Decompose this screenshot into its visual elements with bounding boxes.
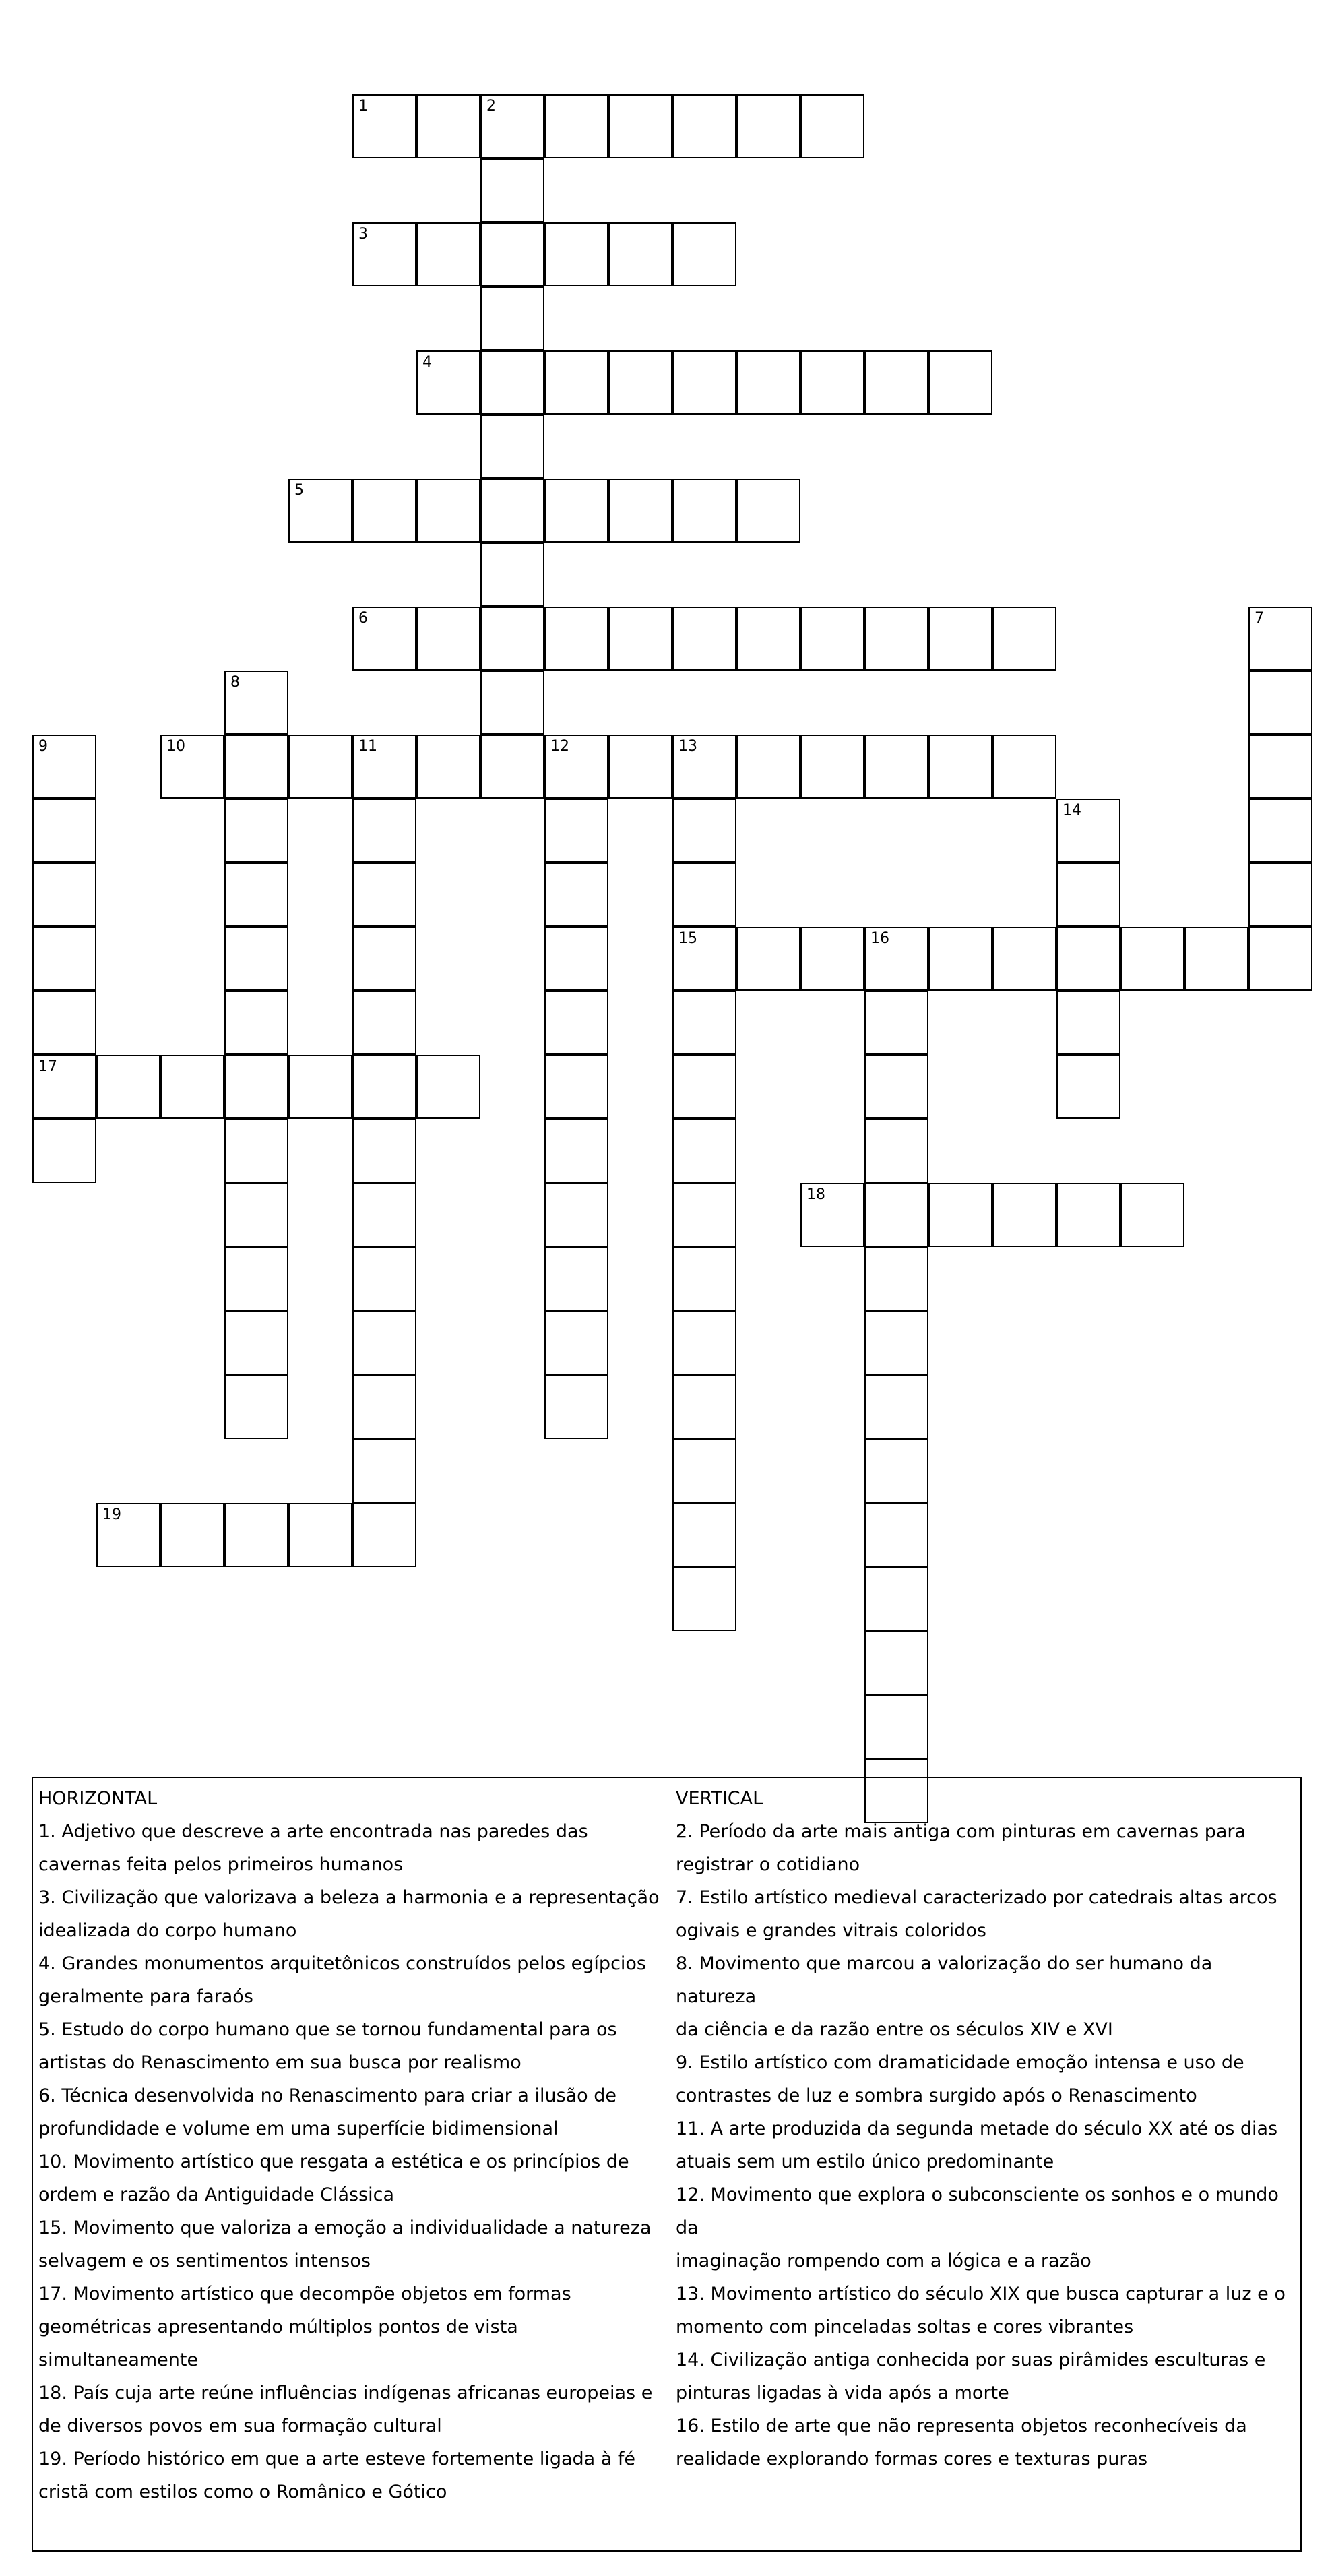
grid-cell[interactable]: [608, 735, 672, 799]
grid-cell[interactable]: [992, 927, 1056, 991]
grid-cell[interactable]: [672, 607, 736, 671]
vertical-clue-line: 12. Movimento que explora o subconsciente os sonhos e o mundo da: [676, 2184, 1279, 2238]
grid-cell[interactable]: [32, 1055, 96, 1119]
clue-number: 5: [294, 482, 304, 499]
grid-cell[interactable]: [608, 94, 672, 158]
grid-cell[interactable]: [864, 735, 928, 799]
grid-cell[interactable]: [160, 1055, 224, 1119]
horizontal-clue-line: 5. Estudo do corpo humano que se tornou fundamental para os: [38, 2019, 617, 2040]
horizontal-header: HORIZONTAL: [38, 1788, 158, 1809]
grid-cell[interactable]: [224, 799, 288, 863]
horizontal-clue-line: 15. Movimento que valoriza a emoção a individualidade a natureza: [38, 2217, 652, 2238]
grid-cell[interactable]: [352, 799, 416, 863]
grid-cell[interactable]: [864, 1183, 928, 1247]
grid-cell[interactable]: [992, 607, 1056, 671]
grid-cell[interactable]: [288, 1055, 352, 1119]
clue-number: 2: [486, 98, 496, 115]
grid-cell[interactable]: [32, 927, 96, 991]
grid-cell[interactable]: [480, 671, 544, 735]
grid-cell[interactable]: [544, 863, 608, 927]
clue-number: 6: [358, 610, 368, 627]
grid-cell[interactable]: [928, 350, 992, 415]
grid-cell[interactable]: [544, 1247, 608, 1311]
clue-number: 9: [38, 738, 48, 755]
vertical-clue-line: pinturas ligadas à vida após a morte: [676, 2383, 1009, 2403]
grid-cell[interactable]: [672, 927, 736, 991]
clue-number: 12: [550, 738, 569, 755]
grid-cell[interactable]: [736, 94, 800, 158]
clue-number: 1: [358, 98, 368, 115]
grid-cell[interactable]: [352, 991, 416, 1055]
grid-cell[interactable]: [800, 927, 864, 991]
grid-cell[interactable]: [928, 927, 992, 991]
grid-cell[interactable]: [352, 1503, 416, 1567]
grid-cell[interactable]: [352, 607, 416, 671]
grid-cell[interactable]: [992, 735, 1056, 799]
grid-cell[interactable]: [1056, 927, 1120, 991]
grid-cell[interactable]: [608, 607, 672, 671]
grid-cell[interactable]: [480, 735, 544, 799]
grid-cell[interactable]: [864, 607, 928, 671]
grid-cell[interactable]: [32, 991, 96, 1055]
grid-cell[interactable]: [32, 1119, 96, 1183]
grid-cell[interactable]: [1184, 927, 1248, 991]
grid-cell[interactable]: [672, 1311, 736, 1375]
grid-cell[interactable]: [96, 1503, 160, 1567]
grid-cell[interactable]: [736, 607, 800, 671]
grid-cell[interactable]: [288, 1503, 352, 1567]
grid-cell[interactable]: [288, 735, 352, 799]
horizontal-clue-line: artistas do Renascimento em sua busca por realismo: [38, 2052, 521, 2073]
grid-cell[interactable]: [864, 991, 928, 1055]
horizontal-clue-line: 3. Civilização que valorizava a beleza a harmonia e a representação: [38, 1887, 660, 1908]
grid-cell[interactable]: [672, 735, 736, 799]
grid-cell[interactable]: [352, 1055, 416, 1119]
grid-cell[interactable]: [224, 863, 288, 927]
vertical-header: VERTICAL: [676, 1788, 763, 1809]
vertical-clue-line: atuais sem um estilo único predominante: [676, 2151, 1054, 2172]
horizontal-clue-line: idealizada do corpo humano: [38, 1920, 297, 1941]
grid-cell[interactable]: [480, 286, 544, 350]
grid-cell[interactable]: [864, 927, 928, 991]
grid-cell[interactable]: [544, 1119, 608, 1183]
horizontal-clue-line: de diversos povos em sua formação cultural: [38, 2416, 442, 2436]
horizontal-clue-line: cristã com estilos como o Românico e Gótico: [38, 2482, 447, 2503]
clue-number: 16: [870, 930, 889, 947]
grid-cell[interactable]: [480, 479, 544, 543]
grid-cell[interactable]: [672, 799, 736, 863]
horizontal-clue-line: selvagem e os sentimentos intensos: [38, 2250, 371, 2271]
grid-cell[interactable]: [480, 158, 544, 222]
grid-cell[interactable]: [608, 350, 672, 415]
grid-cell[interactable]: [1248, 927, 1312, 991]
grid-cell[interactable]: [352, 863, 416, 927]
clue-number: 17: [38, 1058, 57, 1075]
clue-number: 18: [806, 1186, 825, 1203]
grid-cell[interactable]: [480, 222, 544, 286]
grid-cell[interactable]: [352, 735, 416, 799]
grid-cell[interactable]: [864, 350, 928, 415]
horizontal-clue-line: 17. Movimento artístico que decompõe objetos em formas: [38, 2283, 571, 2304]
horizontal-clue-line: simultaneamente: [38, 2350, 199, 2370]
grid-cell[interactable]: [480, 607, 544, 671]
grid-cell[interactable]: [224, 927, 288, 991]
grid-cell[interactable]: [160, 735, 224, 799]
horizontal-clue-line: profundidade e volume em uma superfície bidimensional: [38, 2118, 559, 2139]
vertical-clue-line: 8. Movimento que marcou a valorização do ser humano da natureza: [676, 1953, 1213, 2007]
grid-cell[interactable]: [224, 1183, 288, 1247]
vertical-clue-line: momento com pinceladas soltas e cores vibrantes: [676, 2317, 1134, 2337]
grid-cell[interactable]: [416, 735, 480, 799]
vertical-clues: [676, 1778, 1297, 2476]
grid-cell[interactable]: [672, 1503, 736, 1567]
clue-number: 7: [1255, 610, 1264, 627]
grid-cell[interactable]: [352, 479, 416, 543]
vertical-clue-line: da ciência e da razão entre os séculos XIV e XVI: [676, 2019, 1113, 2040]
grid-cell[interactable]: [416, 607, 480, 671]
vertical-clue-line: 11. A arte produzida da segunda metade do século XX até os dias: [676, 2118, 1278, 2139]
grid-cell[interactable]: [1120, 1183, 1184, 1247]
grid-cell[interactable]: [864, 1695, 928, 1759]
clue-number: 15: [678, 930, 697, 947]
grid-cell[interactable]: [224, 1311, 288, 1375]
grid-cell[interactable]: [224, 671, 288, 735]
vertical-clue-line: 16. Estilo de arte que não representa objetos reconhecíveis da: [676, 2416, 1247, 2436]
grid-cell[interactable]: [1056, 863, 1120, 927]
grid-cell[interactable]: [800, 607, 864, 671]
grid-cell[interactable]: [736, 735, 800, 799]
grid-cell[interactable]: [736, 350, 800, 415]
grid-cell[interactable]: [416, 479, 480, 543]
grid-cell[interactable]: [544, 222, 608, 286]
grid-cell[interactable]: [800, 94, 864, 158]
grid-cell[interactable]: [32, 799, 96, 863]
grid-cell[interactable]: [672, 991, 736, 1055]
grid-cell[interactable]: [352, 1311, 416, 1375]
grid-cell[interactable]: [32, 863, 96, 927]
vertical-clue-line: 13. Movimento artístico do século XIX que busca capturar a luz e o: [676, 2283, 1286, 2304]
grid-cell[interactable]: [544, 927, 608, 991]
grid-cell[interactable]: [352, 1183, 416, 1247]
clue-number: 8: [230, 674, 240, 691]
grid-cell[interactable]: [480, 543, 544, 607]
horizontal-clues: [38, 1778, 672, 2509]
grid-cell[interactable]: [352, 927, 416, 991]
grid-cell[interactable]: [480, 350, 544, 415]
grid-cell[interactable]: [352, 1247, 416, 1311]
horizontal-clue-line: 1. Adjetivo que descreve a arte encontrada nas paredes das: [38, 1821, 588, 1842]
grid-cell[interactable]: [544, 350, 608, 415]
clue-number: 4: [422, 354, 432, 371]
grid-cell[interactable]: [1056, 1055, 1120, 1119]
grid-cell[interactable]: [672, 1247, 736, 1311]
grid-cell[interactable]: [672, 1119, 736, 1183]
grid-cell[interactable]: [864, 1055, 928, 1119]
horizontal-clue-line: geralmente para faraós: [38, 1986, 253, 2007]
grid-cell[interactable]: [672, 1439, 736, 1503]
grid-cell[interactable]: [928, 735, 992, 799]
vertical-clue-line: contrastes de luz e sombra surgido após o Renascimento: [676, 2085, 1197, 2106]
grid-cell[interactable]: [224, 735, 288, 799]
grid-cell[interactable]: [672, 1055, 736, 1119]
grid-cell[interactable]: [224, 1503, 288, 1567]
grid-cell[interactable]: [928, 607, 992, 671]
grid-cell[interactable]: [352, 1375, 416, 1439]
grid-cell[interactable]: [672, 222, 736, 286]
grid-cell[interactable]: [800, 350, 864, 415]
grid-cell[interactable]: [672, 1567, 736, 1631]
grid-cell[interactable]: [608, 222, 672, 286]
grid-cell[interactable]: [544, 1183, 608, 1247]
grid-cell[interactable]: [864, 1439, 928, 1503]
horizontal-clue-line: 10. Movimento artístico que resgata a estética e os princípios de: [38, 2151, 629, 2172]
grid-cell[interactable]: [224, 1055, 288, 1119]
grid-cell[interactable]: [544, 991, 608, 1055]
grid-cell[interactable]: [352, 222, 416, 286]
grid-cell[interactable]: [544, 1311, 608, 1375]
grid-cell[interactable]: [864, 1631, 928, 1695]
grid-cell[interactable]: [1248, 671, 1312, 735]
clue-number: 13: [678, 738, 697, 755]
grid-cell[interactable]: [608, 479, 672, 543]
grid-cell[interactable]: [992, 1183, 1056, 1247]
grid-cell[interactable]: [864, 1247, 928, 1311]
clue-number: 19: [102, 1506, 121, 1523]
grid-cell[interactable]: [224, 1375, 288, 1439]
grid-cell[interactable]: [416, 350, 480, 415]
grid-cell[interactable]: [672, 479, 736, 543]
horizontal-clue-line: 19. Período histórico em que a arte esteve fortemente ligada à fé: [38, 2449, 636, 2470]
grid-cell[interactable]: [672, 863, 736, 927]
grid-cell[interactable]: [160, 1503, 224, 1567]
vertical-clue-line: 7. Estilo artístico medieval caracterizado por catedrais altas arcos: [676, 1887, 1277, 1908]
grid-cell[interactable]: [1120, 927, 1184, 991]
grid-cell[interactable]: [544, 799, 608, 863]
clue-number: 11: [358, 738, 377, 755]
horizontal-clue-line: ordem e razão da Antiguidade Clássica: [38, 2184, 395, 2205]
grid-cell[interactable]: [544, 1055, 608, 1119]
grid-cell[interactable]: [1248, 799, 1312, 863]
grid-cell[interactable]: [544, 607, 608, 671]
clue-number: 10: [166, 738, 185, 755]
grid-cell[interactable]: [1248, 735, 1312, 799]
grid-cell[interactable]: [928, 1183, 992, 1247]
vertical-clue-line: 2. Período da arte mais antiga com pinturas em cavernas para: [676, 1821, 1246, 1842]
grid-cell[interactable]: [864, 1311, 928, 1375]
grid-cell[interactable]: [1248, 607, 1312, 671]
grid-cell[interactable]: [1248, 863, 1312, 927]
vertical-clue-line: realidade explorando formas cores e texturas puras: [676, 2449, 1148, 2470]
grid-cell[interactable]: [1056, 991, 1120, 1055]
grid-cell[interactable]: [672, 1183, 736, 1247]
grid-cell[interactable]: [352, 1439, 416, 1503]
clue-number: 3: [358, 226, 368, 243]
grid-cell[interactable]: [736, 479, 800, 543]
grid-cell[interactable]: [672, 94, 736, 158]
grid-cell[interactable]: [480, 94, 544, 158]
grid-cell[interactable]: [672, 1375, 736, 1439]
grid-cell[interactable]: [864, 1375, 928, 1439]
grid-cell[interactable]: [736, 927, 800, 991]
grid-cell[interactable]: [224, 1247, 288, 1311]
grid-cell[interactable]: [864, 1119, 928, 1183]
grid-cell[interactable]: [864, 1567, 928, 1631]
grid-cell[interactable]: [416, 222, 480, 286]
vertical-clue-line: 9. Estilo artístico com dramaticidade emoção intensa e uso de: [676, 2052, 1244, 2073]
vertical-clue-line: registrar o cotidiano: [676, 1854, 860, 1875]
grid-cell[interactable]: [352, 1119, 416, 1183]
grid-cell[interactable]: [1056, 1183, 1120, 1247]
grid-cell[interactable]: [544, 94, 608, 158]
grid-cell[interactable]: [352, 94, 416, 158]
vertical-clue-line: 14. Civilização antiga conhecida por suas pirâmides esculturas e: [676, 2350, 1266, 2370]
horizontal-clue-line: cavernas feita pelos primeiros humanos: [38, 1854, 404, 1875]
grid-cell[interactable]: [416, 94, 480, 158]
grid-cell[interactable]: [224, 1119, 288, 1183]
vertical-clue-line: imaginação rompendo com a lógica e a razão: [676, 2250, 1091, 2271]
grid-cell[interactable]: [1056, 799, 1120, 863]
grid-cell[interactable]: [800, 735, 864, 799]
grid-cell[interactable]: [544, 735, 608, 799]
grid-cell[interactable]: [288, 479, 352, 543]
horizontal-clue-line: 18. País cuja arte reúne influências indígenas africanas europeias e: [38, 2383, 653, 2403]
horizontal-clue-line: geométricas apresentando múltiplos pontos de vista: [38, 2317, 518, 2337]
grid-cell[interactable]: [800, 1183, 864, 1247]
horizontal-clue-line: 4. Grandes monumentos arquitetônicos construídos pelos egípcios: [38, 1953, 646, 1974]
grid-cell[interactable]: [864, 1503, 928, 1567]
horizontal-clue-line: 6. Técnica desenvolvida no Renascimento para criar a ilusão de: [38, 2085, 617, 2106]
grid-cell[interactable]: [672, 350, 736, 415]
grid-cell[interactable]: [544, 479, 608, 543]
grid-cell[interactable]: [480, 415, 544, 479]
grid-cell[interactable]: [544, 1375, 608, 1439]
vertical-clue-line: ogivais e grandes vitrais coloridos: [676, 1920, 986, 1941]
grid-cell[interactable]: [224, 991, 288, 1055]
grid-cell[interactable]: [416, 1055, 480, 1119]
grid-cell[interactable]: [32, 735, 96, 799]
clue-number: 14: [1063, 802, 1081, 819]
grid-cell[interactable]: [96, 1055, 160, 1119]
clues-box: [32, 1777, 1302, 2552]
